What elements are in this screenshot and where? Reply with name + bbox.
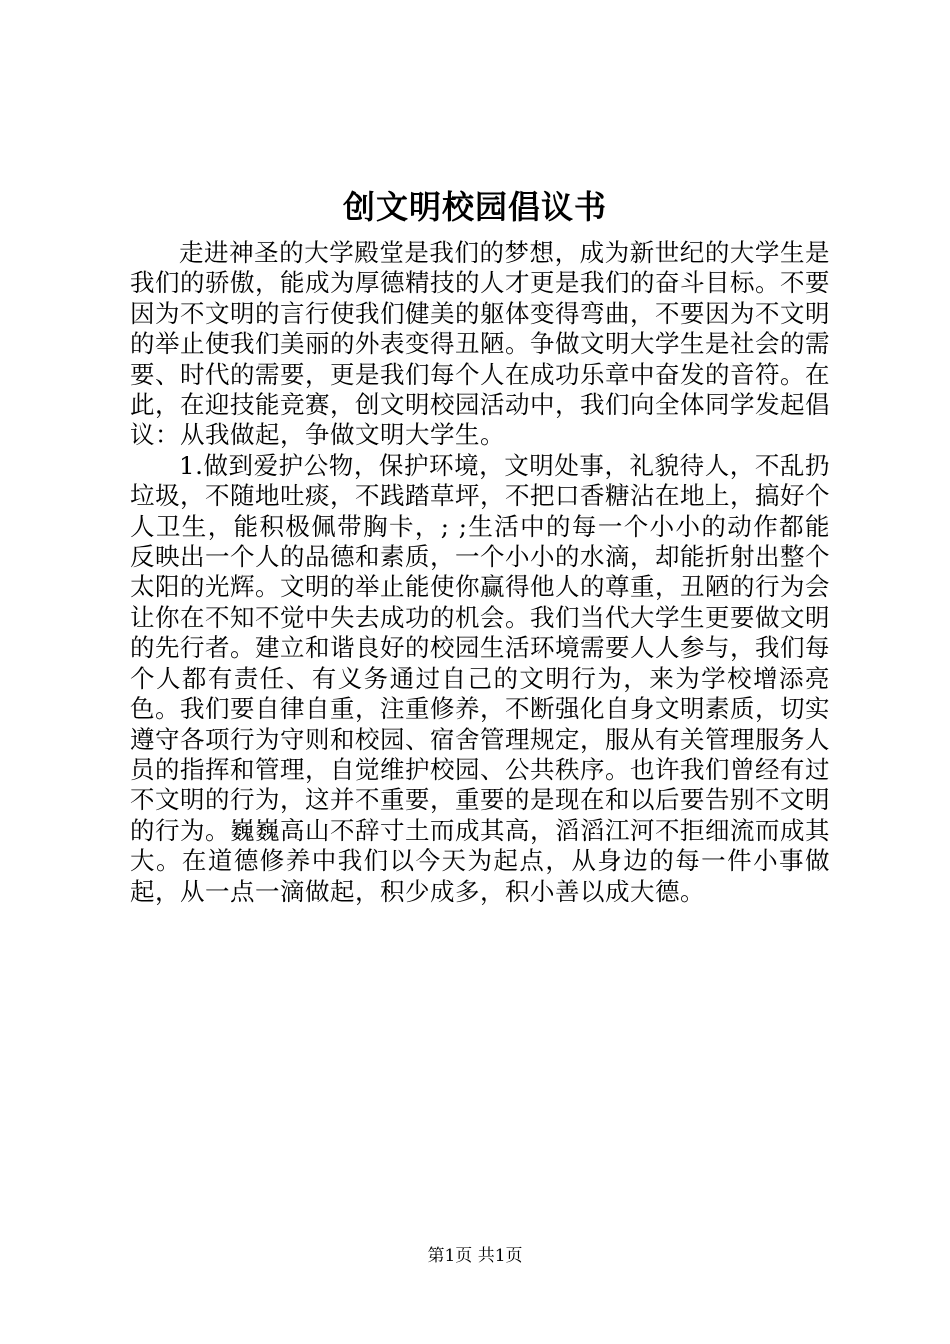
- document-body: [130, 238, 830, 907]
- paragraph-intro: 走进神圣的大学殿堂是我们的梦想，成为新世纪的大学生是我们的骄傲，能成为厚德精技的人才更是我们的奋斗目标。不要因为不文明的言行使我们健美的躯体变得弯曲，不要因为不文明的举止使我们美丽的外表变得丑陋。争做文明大学生是社会的需要、时代的需要，更是我们每个人在成功乐章中奋发的音符。在此，在迎技能竞赛，创文明校园活动中，我们向全体同学发起倡议：从我做起，争做文明大学生。: [130, 238, 830, 450]
- page-footer: 第1页 共1页: [427, 1246, 523, 1266]
- paragraph-item-1: 1.做到爱护公物，保护环境，文明处事，礼貌待人，不乱扔垃圾，不随地吐痰，不践踏草坪，不把口香糖沾在地上，搞好个人卫生，能积极佩带胸卡，; ;生活中的每一个小小的动作都能反映出一个人的品德和素质，一个小小的水滴，却能折射出整个太阳的光辉。文明的举止能使你赢得他人的尊重，丑陋的行为会让你在不知不觉中失去成功的机会。我们当代大学生更要做文明的先行者。建立和谐良好的校园生活环境需要人人参与，我们每个人都有责任、有义务通过自己的文明行为，来为学校增添亮色。我们要自律自重，注重修养，不断强化自身文明素质，切实遵守各项行为守则和校园、宿舍管理规定，服从有关管理服务人员的指挥和管理，自觉维护校园、公共秩序。也许我们曾经有过不文明的行为，这并不重要，重要的是现在和以后要告别不文明的行为。巍巍高山不辞寸土而成其高，滔滔江河不拒细流而成其大。在道德修养中我们以今天为起点，从身边的每一件小事做起，从一点一滴做起，积少成多，积小善以成大德。: [130, 450, 830, 906]
- document-title: 创文明校园倡议书: [342, 188, 607, 226]
